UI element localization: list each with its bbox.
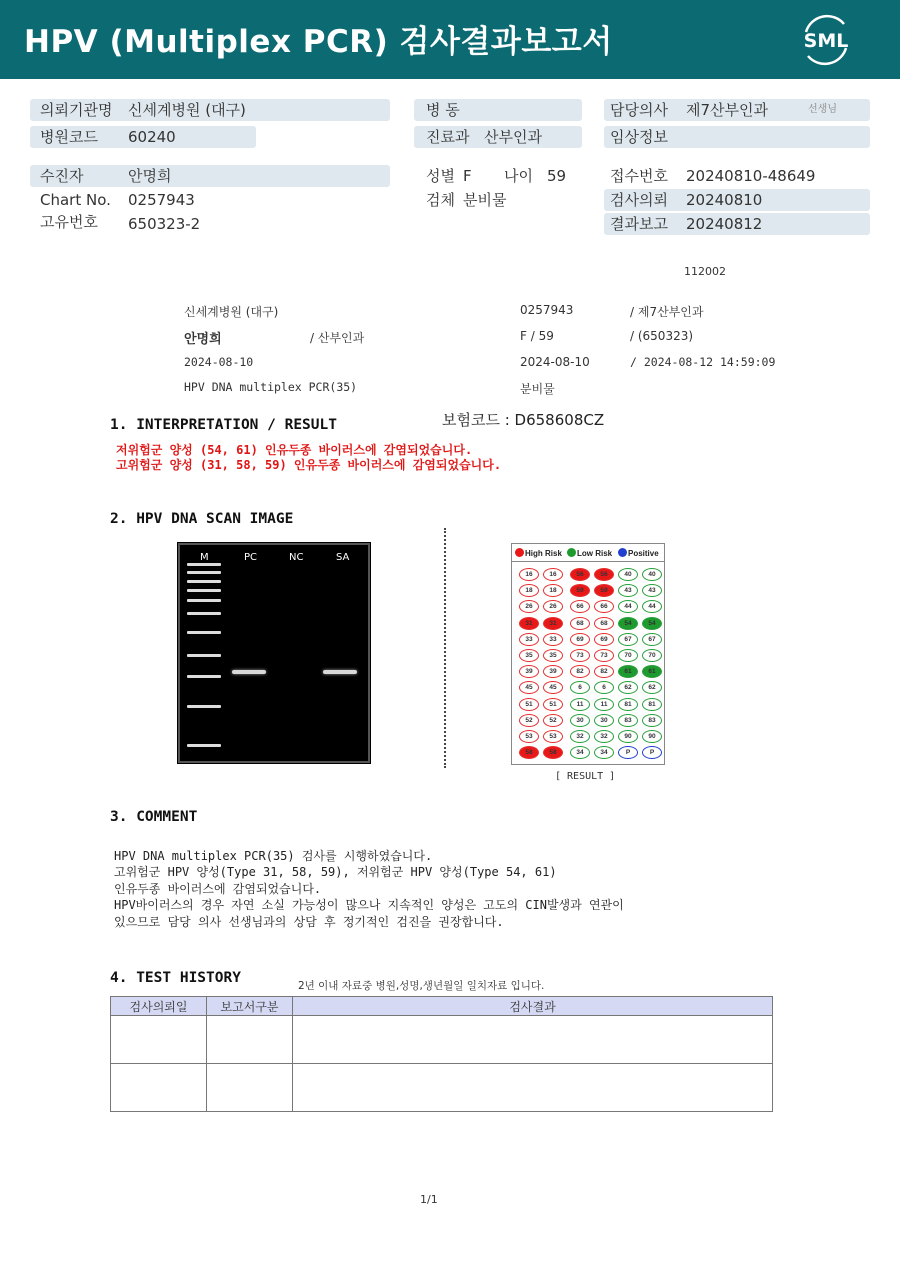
chip-spot: 83 [642, 714, 662, 727]
history-table [110, 996, 773, 1112]
ladder-band [187, 631, 221, 634]
chip-spot: 40 [618, 568, 638, 581]
chip-spot: 81 [618, 698, 638, 711]
report-header [0, 0, 900, 79]
chip-spot: 32 [570, 730, 590, 743]
patient-value: 안명희 [128, 167, 172, 185]
history-cell [293, 1064, 773, 1112]
chip-spot: 52 [519, 714, 539, 727]
history-col-date: 검사의뢰일 [111, 997, 207, 1016]
chip-spot: 51 [543, 698, 563, 711]
specimen-value: 분비물 [463, 191, 507, 209]
chip-spot: 26 [543, 600, 563, 613]
chip-spot: 45 [543, 681, 563, 694]
legend-positive [618, 548, 659, 558]
chip-spot: 90 [618, 730, 638, 743]
chip-spot: 32 [594, 730, 614, 743]
gel-lane-nc: NC [289, 552, 304, 563]
report-value: 20240812 [686, 215, 763, 233]
pb-name: 안명희 [184, 332, 222, 347]
department-label: 진료과 [426, 128, 470, 146]
hospital-code-value: 60240 [128, 128, 176, 146]
chip-spot: 68 [570, 617, 590, 630]
ladder-band [187, 599, 221, 602]
request-value: 20240810 [686, 191, 763, 209]
pb-dept: / 산부인과 [310, 331, 365, 345]
sml-logo-icon [796, 10, 856, 70]
chip-spot: 61 [642, 665, 662, 678]
history-cell [111, 1016, 207, 1064]
pb-report-datetime: / 2024-08-12 14:59:09 [630, 355, 776, 369]
chip-spot: P [618, 746, 638, 759]
table-row [111, 1016, 773, 1064]
receipt-label: 접수번호 [610, 167, 668, 185]
doctor-label: 담당의사 [610, 101, 668, 119]
chip-spot: 16 [519, 568, 539, 581]
pb-chart: 0257943 [520, 303, 574, 317]
chip-spot: 67 [618, 633, 638, 646]
chip-spot: 81 [642, 698, 662, 711]
chip-spot: P [642, 746, 662, 759]
unique-value: 650323-2 [128, 215, 201, 233]
chip-spot: 58 [543, 746, 563, 759]
chip-spot: 70 [618, 649, 638, 662]
comment-line: 인유두종 바이러스에 감염되었습니다. [114, 882, 322, 896]
comment-line: HPV DNA multiplex PCR(35) 검사를 시행하였습니다. [114, 849, 433, 863]
chip-spot: 53 [543, 730, 563, 743]
chip-spot: 30 [570, 714, 590, 727]
hospital-code-label: 병원코드 [40, 128, 98, 146]
legend-high-risk [515, 548, 562, 558]
hpv-chip [511, 543, 665, 765]
chip-spot: 18 [519, 584, 539, 597]
chip-spot: 56 [570, 568, 590, 581]
chip-caption: [ RESULT ] [555, 771, 616, 782]
history-cell [207, 1064, 293, 1112]
chip-spot: 59 [570, 584, 590, 597]
chip-spot: 61 [618, 665, 638, 678]
doctor-value: 제7산부인과 [686, 101, 768, 119]
legend-low-risk-label: Low Risk [577, 549, 613, 558]
history-col-type: 보고서구분 [207, 997, 293, 1016]
pb-sex-age: F / 59 [520, 329, 554, 343]
chart-value: 0257943 [128, 191, 195, 209]
clinical-label: 임상정보 [610, 128, 668, 146]
chip-spot: 18 [543, 584, 563, 597]
scan-divider [444, 528, 446, 768]
legend-low-risk [567, 548, 612, 558]
chip-spot: 82 [594, 665, 614, 678]
chip-legend [512, 544, 664, 562]
chip-spot: 34 [594, 746, 614, 759]
unique-label: 고유번호 [40, 213, 98, 231]
pb-hospital: 신세계병원 (대구) [184, 305, 279, 319]
patient-label: 수진자 [40, 167, 84, 185]
section1-title: 1. INTERPRETATION / RESULT [110, 417, 337, 433]
ward-label: 병 동 [426, 101, 460, 119]
chip-spot: 54 [642, 617, 662, 630]
gel-lane-pc: PC [244, 552, 258, 563]
chip-spot: 43 [642, 584, 662, 597]
chip-spot: 90 [642, 730, 662, 743]
result-line-high-risk: 고위험군 양성 (31, 58, 59) 인유두종 바이러스에 감염되었습니다. [116, 458, 502, 472]
pb-birth: / (650323) [630, 329, 694, 343]
chip-spot: 39 [543, 665, 563, 678]
ladder-band [187, 589, 221, 592]
chip-spot: 67 [642, 633, 662, 646]
comment-line: 고위험군 HPV 양성(Type 31, 58, 59), 저위험군 HPV 양성(Type 54, 61) [114, 865, 557, 879]
legend-positive-label: Positive [628, 549, 659, 558]
pb-test-name: HPV DNA multiplex PCR(35) [184, 380, 358, 394]
chip-spot: 11 [570, 698, 590, 711]
sex-value: F [463, 167, 472, 185]
chart-label: Chart No. [40, 191, 111, 209]
chip-spot: 34 [570, 746, 590, 759]
chip-spot: 62 [642, 681, 662, 694]
red-dot-icon [515, 548, 524, 557]
chip-spot: 6 [570, 681, 590, 694]
logo-text: SML [803, 30, 849, 52]
chip-spot: 52 [543, 714, 563, 727]
pb-specimen: 분비물 [520, 382, 555, 396]
chip-spot: 35 [519, 649, 539, 662]
gel-lane-sa: SA [336, 552, 350, 563]
chip-spot: 31 [519, 617, 539, 630]
age-label: 나이 [504, 167, 533, 185]
insurance-code: 보험코드 : D658608CZ [442, 411, 605, 429]
institution-value: 신세계병원 (대구) [128, 101, 246, 119]
section3-title: 3. COMMENT [110, 809, 198, 825]
sa-band [323, 670, 357, 674]
ref-code: 112002 [684, 265, 726, 278]
doctor-suffix: 선생님 [808, 104, 837, 115]
history-header-row [111, 997, 773, 1016]
ladder-band [187, 580, 221, 583]
pb-receive-date: 2024-08-10 [520, 355, 590, 369]
chip-spot: 73 [594, 649, 614, 662]
pb-doctor: / 제7산부인과 [630, 305, 704, 319]
chip-spot: 31 [543, 617, 563, 630]
chip-spot: 11 [594, 698, 614, 711]
chip-spot: 73 [570, 649, 590, 662]
ladder-band [187, 563, 221, 566]
chip-spot: 33 [543, 633, 563, 646]
chip-spot: 68 [594, 617, 614, 630]
comment-line: HPV바이러스의 경우 자연 소실 가능성이 많으나 지속적인 양성은 고도의 CIN발생과 연관이 [114, 898, 624, 912]
chip-spot: 66 [570, 600, 590, 613]
chip-spot: 83 [618, 714, 638, 727]
green-dot-icon [567, 548, 576, 557]
chip-spot: 44 [642, 600, 662, 613]
table-row [111, 1064, 773, 1112]
ladder-band [187, 612, 221, 615]
request-label: 검사의뢰 [610, 191, 668, 209]
chip-spot: 62 [618, 681, 638, 694]
chip-spot: 6 [594, 681, 614, 694]
report-title: HPV (Multiplex PCR) 검사결과보고서 [24, 24, 613, 60]
chip-spot: 53 [519, 730, 539, 743]
chip-spot: 35 [543, 649, 563, 662]
report-label: 결과보고 [610, 215, 668, 233]
specimen-label: 검체 [426, 191, 455, 209]
institution-label: 의뢰기관명 [40, 101, 113, 119]
chip-spot: 43 [618, 584, 638, 597]
chip-spot: 69 [594, 633, 614, 646]
chip-spot: 40 [642, 568, 662, 581]
ladder-band [187, 744, 221, 747]
chip-spot: 56 [594, 568, 614, 581]
ladder-band [187, 654, 221, 657]
chip-spot: 70 [642, 649, 662, 662]
chip-spot: 58 [519, 746, 539, 759]
history-note: 2년 이내 자료중 병원,성명,생년월일 일치자료 입니다. [298, 980, 545, 992]
patient-bar [30, 165, 390, 187]
history-cell [293, 1016, 773, 1064]
history-cell [207, 1016, 293, 1064]
blue-dot-icon [618, 548, 627, 557]
chip-spot: 45 [519, 681, 539, 694]
history-cell [111, 1064, 207, 1112]
comment-line: 있으므로 담당 의사 선생님과의 상담 후 정기적인 검진을 권장합니다. [114, 915, 504, 929]
section2-title: 2. HPV DNA SCAN IMAGE [110, 511, 294, 527]
chip-spot: 30 [594, 714, 614, 727]
chip-spot: 26 [519, 600, 539, 613]
chip-spot: 39 [519, 665, 539, 678]
age-value: 59 [547, 167, 567, 185]
chip-spot: 82 [570, 665, 590, 678]
sex-label: 성별 [426, 167, 455, 185]
chip-spot: 51 [519, 698, 539, 711]
section4-title: 4. TEST HISTORY [110, 970, 241, 986]
receipt-value: 20240810-48649 [686, 167, 816, 185]
chip-spot: 66 [594, 600, 614, 613]
legend-high-risk-label: High Risk [525, 549, 562, 558]
chip-spot: 44 [618, 600, 638, 613]
pb-request-date: 2024-08-10 [184, 355, 254, 369]
pc-band [232, 670, 266, 674]
chip-spot: 59 [594, 584, 614, 597]
gel-lane-m: M [200, 552, 209, 563]
chip-spot: 16 [543, 568, 563, 581]
chip-spot: 69 [570, 633, 590, 646]
ladder-band [187, 705, 221, 708]
history-col-result: 검사결과 [293, 997, 773, 1016]
page-number: 1/1 [420, 1193, 438, 1206]
ladder-band [187, 571, 221, 574]
ladder-band [187, 675, 221, 678]
chip-spot: 33 [519, 633, 539, 646]
result-line-low-risk: 저위험군 양성 (54, 61) 인유두종 바이러스에 감염되었습니다. [116, 443, 473, 457]
department-value: 산부인과 [484, 128, 542, 146]
chip-spot: 54 [618, 617, 638, 630]
gel-image [178, 543, 370, 763]
